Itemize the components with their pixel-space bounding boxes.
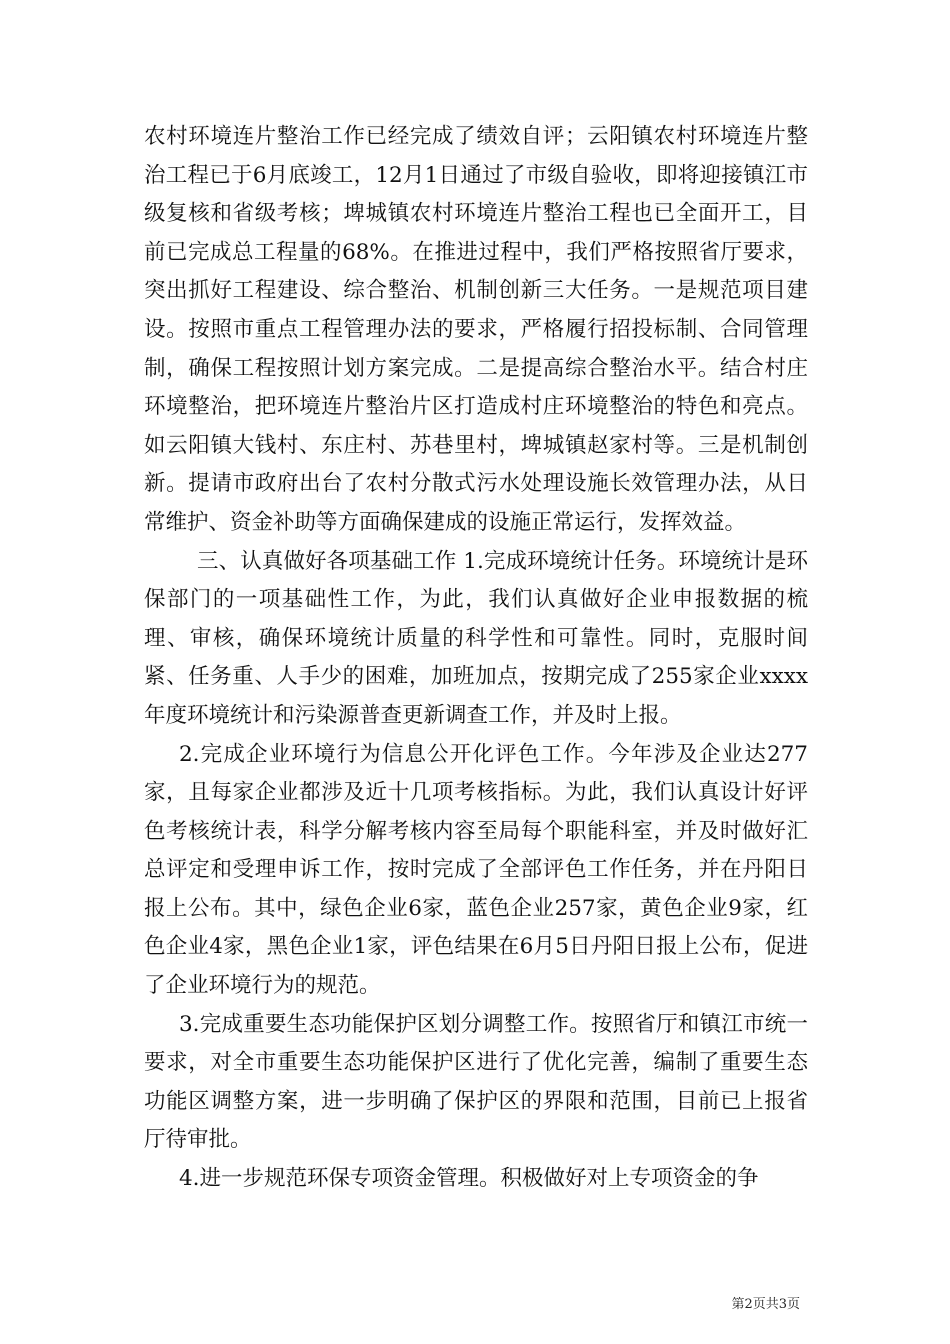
paragraph-basic-work: 三、认真做好各项基础工作 1.完成环境统计任务。环境统计是环保部门的一项基础性工作，为此，我们认真做好企业申报数据的梳理、审核，确保环境统计质量的科学性和可靠性。同时，克服时间紧、任务重、人手少的困难，加班加点，按期完成了255家企业xxxx年度环境统计和污染源普查更新调查工作，并及时上报。 (144, 548, 808, 728)
paragraph-fund-management: 4.进一步规范环保专项资金管理。积极做好对上专项资金的争 (179, 1166, 759, 1192)
paragraph-rural-environment: 农村环境连片整治工作已经完成了绩效自评；云阳镇农村环境连片整治工程已于6月底竣工，12月1日通过了市级自验收，即将迎接镇江市级复核和省级考核；埤城镇农村环境连片整治工程也已全面开工，目前已完成总工程量的68%。在推进过程中，我们严格按照省厅要求，突出抓好工程建设、综合整治、机制创新三大任务。一是规范项目建设。按照市重点工程管理办法的要求，严格履行招投标制、合同管理制，确保工程按照计划方案完成。二是提高综合整治水平。结合村庄环境整治，把环境连片整治片区打造成村庄环境整治的特色和亮点。如云阳镇大钱村、东庄村、苏巷里村，埤城镇赵家村等。三是机制创新。提请市政府出台了农村分散式污水处理设施长效管理办法，从日常维护、资金补助等方面确保建成的设施正常运行，发挥效益。 (144, 124, 808, 535)
paragraph-ecological-zone: 3.完成重要生态功能保护区划分调整工作。按照省厅和镇江市统一要求，对全市重要生态功能保护区进行了优化完善，编制了重要生态功能区调整方案，进一步明确了保护区的界限和范围，目前已上报省厅待审批。 (144, 1011, 808, 1153)
document-body (144, 118, 808, 1199)
paragraph-enterprise-rating: 2.完成企业环境行为信息公开化评色工作。今年涉及企业达277家，且每家企业都涉及近十几项考核指标。为此，我们认真设计好评色考核统计表，科学分解考核内容至局每个职能科室，并及时做好汇总评定和受理申诉工作，按时完成了全部评色工作任务，并在丹阳日报上公布。其中，绿色企业6家，蓝色企业257家，黄色企业9家，红色企业4家，黑色企业1家，评色结果在6月5日丹阳日报上公布，促进了企业环境行为的规范。 (144, 741, 808, 999)
page-number: 第2页共3页 (731, 1297, 800, 1312)
